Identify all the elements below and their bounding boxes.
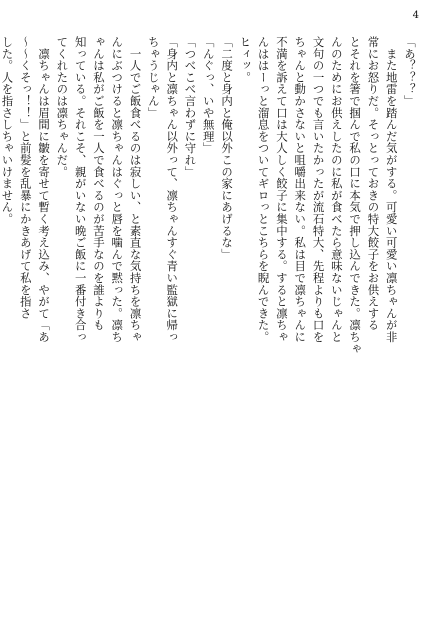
text-line: 不満を訴えて口は大人しく餃子に集中する。すると凛ちゃ — [274, 36, 289, 343]
text-line: ちゃうじゃん」 — [146, 36, 161, 119]
text-line: ヒィッ。 — [238, 36, 253, 84]
text-line: とそれを箸で掴んで私の口に本気で押し込んできた。凛ちゃ — [348, 36, 363, 355]
text-line: した。人を指さしちゃいけません。 — [0, 36, 15, 225]
text-line: 〜〜くそっ！！」と前髪を乱暴にかきあげて私を指さ — [18, 36, 33, 320]
text-line: 「二度と身内と俺以外この家にあげるな」 — [220, 36, 235, 261]
vertical-text-block — [0, 36, 419, 604]
page-number: 4 — [412, 10, 419, 21]
text-line: 文句の一つでも言いたかったが流石特大、先程よりも口を — [311, 36, 326, 343]
text-line: また地雷を踏んだ気がする。可愛い可愛い凛ちゃんが非 — [384, 36, 399, 343]
text-line: 凛ちゃんは眉間に皺を寄せて暫く考え込み、やがて「あ — [37, 36, 52, 343]
text-line: んのためにお供えしたのに私が食べたら意味ないじゃんと — [329, 36, 344, 343]
text-line: ちゃんと動かさないと咀嚼出来ない。私は目で凛ちゃんに — [293, 36, 308, 343]
text-line: 「んぐっ、いや無理」 — [201, 36, 216, 154]
text-line: 常にお怒りだ。そっとっておきの特大餃子をお供えする — [366, 36, 381, 331]
text-line: てくれたのは凛ちゃんだ。 — [55, 36, 70, 178]
text-line: 「あ？？？」 — [403, 36, 417, 107]
text-line: 「身内と凛ちゃん以外って、凛ちゃんすぐ青い監獄に帰っ — [165, 36, 180, 343]
text-line: 「つべこべ言わずに守れ」 — [183, 36, 198, 178]
text-line: ゃんは私がご飯を一人で食べるのが苦手なのを誰よりも — [91, 36, 106, 331]
text-line: 知っている。それこそ、親がいない晩ご飯に一番付き合っ — [73, 36, 88, 343]
text-line: 一人でご飯食べるのは寂しい、と素直な気持ちを凛ちゃ — [128, 36, 143, 343]
text-line: んははーっと溜息をついてギロっとこちらを睨んできた。 — [256, 36, 271, 343]
text-line: んにぶつけると凛ちゃんはぐっと唇を噛んで黙った。凛ち — [110, 36, 125, 343]
